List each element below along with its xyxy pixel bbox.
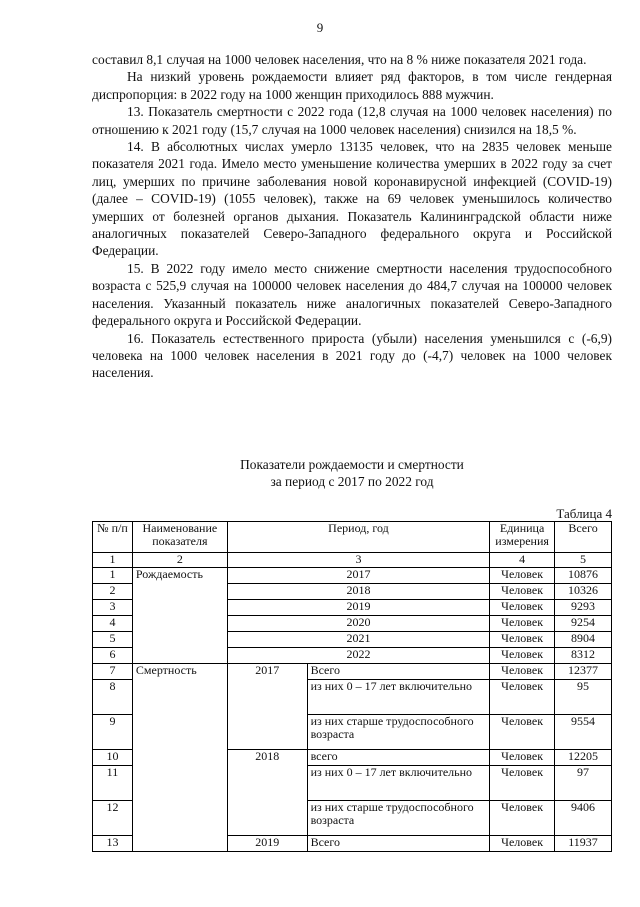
row-number: 7 [93,664,133,680]
year-cell: 2019 [227,836,307,852]
table-label: Таблица 4 [556,506,612,521]
unit-cell: Человек [490,801,555,836]
total-cell: 8312 [555,648,612,664]
total-cell: 95 [555,680,612,715]
row-number: 3 [93,600,133,616]
table-row [93,568,612,584]
year-cell: 2021 [227,632,489,648]
col-number: 4 [490,553,555,568]
row-number: 13 [93,836,133,852]
paragraph: 16. Показатель естественного прироста (убыли) населения уменьшился с (-6,9) человека на 1000 человек населения в 2021 году до (-4,7) человек на 1000 человек населения. [92,330,612,381]
year-cell: 2018 [227,584,489,600]
year-cell: 2019 [227,600,489,616]
header-name: Наименование показателя [132,522,227,553]
header-period: Период, год [227,522,489,553]
year-cell: 2020 [227,616,489,632]
total-cell: 8904 [555,632,612,648]
subcategory-cell: из них 0 – 17 лет включительно [307,766,490,801]
row-number: 2 [93,584,133,600]
year-cell: 2017 [227,568,489,584]
unit-cell: Человек [490,750,555,766]
year-cell: 2017 [227,664,307,750]
row-number: 4 [93,616,133,632]
header-unit: Единица измерения [490,522,555,553]
header-row [93,522,612,553]
row-number: 12 [93,801,133,836]
total-cell: 9254 [555,616,612,632]
unit-cell: Человек [490,632,555,648]
col-number: 1 [93,553,133,568]
total-cell: 9406 [555,801,612,836]
total-cell: 9293 [555,600,612,616]
subcategory-cell: Всего [307,664,490,680]
total-cell: 9554 [555,715,612,750]
row-number: 5 [93,632,133,648]
row-number: 6 [93,648,133,664]
table-title-line: за период с 2017 по 2022 год [270,474,434,489]
body-text [92,51,612,382]
unit-cell: Человек [490,766,555,801]
unit-cell: Человек [490,680,555,715]
indicator-name: Смертность [132,664,227,852]
col-number: 5 [555,553,612,568]
page-number: 9 [316,20,324,35]
paragraph: 14. В абсолютных числах умерло 13135 человек, что на 2835 человек меньше показателя 2021 года. Имело место уменьшение количества умерших в 2022 году за счет лиц, умерших по причине заболевания новой коронавирусной инфекцией (COVID-19) (далее – COVID-19) (1055 человек), также на 69 человек уменьшилось количество умерших от болезней органов дыхания. Показатель Калининградской области ниже аналогичных показателей Северо-Западного федерального округа и Российской Федерации. [92,139,612,259]
total-cell: 12377 [555,664,612,680]
table-title-line: Показатели рождаемости и смертности [240,457,464,472]
table-title [92,456,612,490]
year-cell: 2018 [227,750,307,836]
unit-cell: Человек [490,568,555,584]
row-number: 9 [93,715,133,750]
unit-cell: Человек [490,836,555,852]
paragraph: На низкий уровень рождаемости влияет ряд факторов, в том числе гендерная диспропорция: в 2022 году на 1000 женщин приходилось 888 мужчин. [92,69,612,102]
row-number: 11 [93,766,133,801]
unit-cell: Человек [490,664,555,680]
col-number: 2 [132,553,227,568]
paragraph: составил 8,1 случая на 1000 человек населения, что на 8 % ниже показателя 2021 года. [92,52,587,67]
total-cell: 10326 [555,584,612,600]
header-total: Всего [555,522,612,553]
subcategory-cell: Всего [307,836,490,852]
unit-cell: Человек [490,584,555,600]
unit-cell: Человек [490,648,555,664]
paragraph: 13. Показатель смертности с 2022 года (12,8 случая на 1000 человек населения) по отношению к 2021 году (15,7 случая на 1000 человек населения) снизился на 18,5 %. [92,104,612,137]
row-number: 10 [93,750,133,766]
header-num: № п/п [93,522,133,553]
row-number: 1 [93,568,133,584]
total-cell: 10876 [555,568,612,584]
unit-cell: Человек [490,600,555,616]
subcategory-cell: из них 0 – 17 лет включительно [307,680,490,715]
column-number-row [93,553,612,568]
table-body [93,522,612,852]
total-cell: 97 [555,766,612,801]
data-table [92,521,612,852]
subcategory-cell: всего [307,750,490,766]
subcategory-cell: из них старше трудоспособного возраста [307,715,490,750]
col-number: 3 [227,553,489,568]
total-cell: 11937 [555,836,612,852]
unit-cell: Человек [490,715,555,750]
subcategory-cell: из них старше трудоспособного возраста [307,801,490,836]
year-cell: 2022 [227,648,489,664]
table-row [93,664,612,680]
paragraph: 15. В 2022 году имело место снижение смертности населения трудоспособного возраста с 525,9 случая на 100000 человек населения до 484,7 случая на 100000 человек населения. Указанный показатель ниже аналогичных показателей Северо-Западного федерального округа и Российской Федерации. [92,260,612,329]
row-number: 8 [93,680,133,715]
total-cell: 12205 [555,750,612,766]
unit-cell: Человек [490,616,555,632]
indicator-name: Рождаемость [132,568,227,664]
